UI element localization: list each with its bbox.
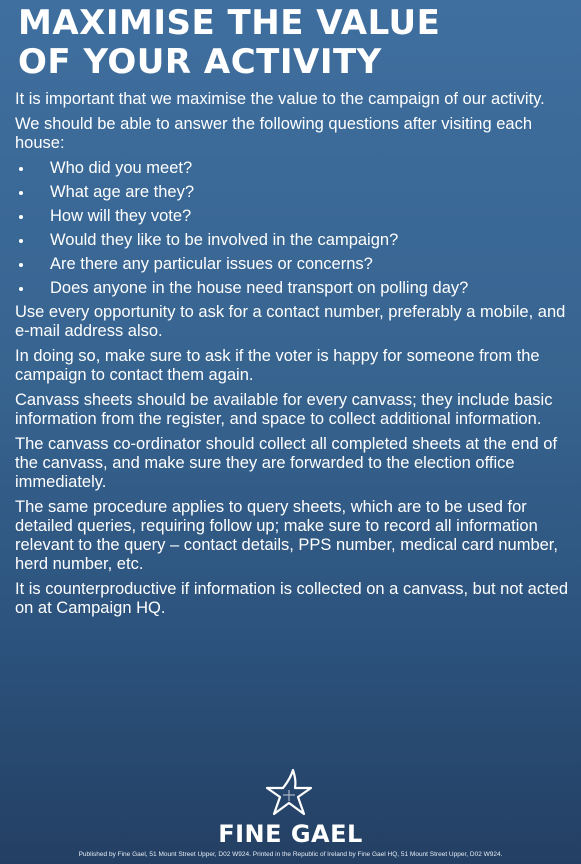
star-icon xyxy=(263,768,315,820)
intro-paragraph: It is important that we maximise the value to the campaign of our activity. xyxy=(15,90,545,108)
paragraph-consent: In doing so, make sure to ask if the voter is happy for someone from the campaign to contact them again. xyxy=(15,347,540,384)
bullet-icon xyxy=(19,215,23,219)
bullet-icon xyxy=(19,191,23,195)
fine-gael-logo xyxy=(0,768,581,848)
imprint-line: Published by Fine Gael, 51 Mount Street Upper, D02 W924. Printed in the Republic of Ireland by Fine Gael HQ, 51 Mount Street Upper, D02 W924. xyxy=(78,851,503,858)
bullet-icon xyxy=(19,287,23,291)
list-item: Who did you meet? xyxy=(15,159,573,178)
list-item: Does anyone in the house need transport on polling day? xyxy=(15,279,573,298)
paragraph-counterproductive: It is counterproductive if information is collected on a canvass, but not acted on at Campaign HQ. xyxy=(15,580,569,617)
brand-name: FINE GAEL xyxy=(218,820,363,848)
title-line-1: MAXIMISE THE VALUE xyxy=(18,3,441,43)
bullet-icon xyxy=(19,263,23,267)
bullet-icon xyxy=(19,167,23,171)
paragraph-coordinator: The canvass co-ordinator should collect all completed sheets at the end of the canvass, and make sure they are forwarded to the election office immediately. xyxy=(15,435,558,491)
paragraph-canvass-sheets: Canvass sheets should be available for every canvass; they include basic information from the register, and space to collect additional information. xyxy=(15,391,553,428)
bullet-icon xyxy=(19,239,23,243)
body-text xyxy=(15,90,573,624)
list-item: What age are they? xyxy=(15,183,573,202)
page-title xyxy=(18,4,563,82)
title-line-2: OF YOUR ACTIVITY xyxy=(18,42,382,82)
paragraph-contact-number: Use every opportunity to ask for a contact number, preferably a mobile, and e-mail address also. xyxy=(15,303,566,340)
list-item: Are there any particular issues or concerns? xyxy=(15,255,573,274)
paragraph-query-sheets: The same procedure applies to query sheets, which are to be used for detailed queries, requiring follow up; make sure to record all information relevant to the query – contact details, PPS number, medical card number, herd number, etc. xyxy=(15,498,558,573)
questions-list xyxy=(15,159,573,298)
list-item: Would they like to be involved in the campaign? xyxy=(15,231,573,250)
questions-lead: We should be able to answer the following questions after visiting each house: xyxy=(15,115,533,152)
list-item: How will they vote? xyxy=(15,207,573,226)
